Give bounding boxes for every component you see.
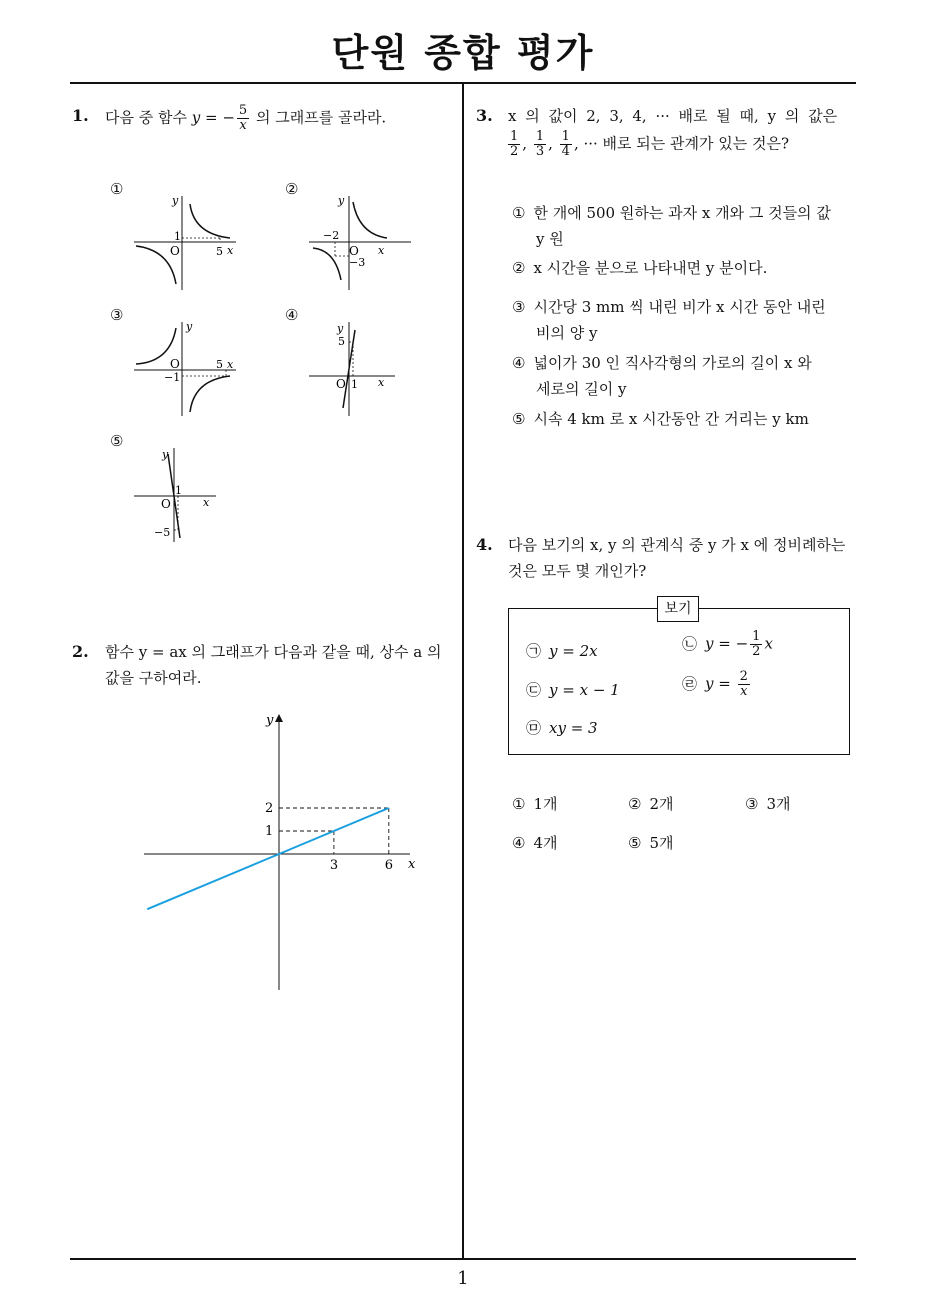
q1-frac-num: 5 xyxy=(238,103,248,118)
q3-option-4-line2: 세로의 길이 y xyxy=(536,380,627,398)
graph2-tick-m3: −3 xyxy=(349,256,366,269)
q2-line-1: 함수 y = ax 의 그래프가 다음과 같을 때, 상수 a 의 xyxy=(105,643,442,661)
column-divider xyxy=(462,84,464,1258)
q3-option-1-line1: 한 개에 500 원하는 과자 x 개와 그 것들의 값 xyxy=(533,204,831,222)
q4-item-b-frac xyxy=(750,630,762,659)
q1-option-4-mark[interactable]: ④ xyxy=(285,306,299,324)
q2-y-label: y xyxy=(266,713,274,728)
graph4-tick-5: 5 xyxy=(338,335,345,348)
q4-option-5-label: 5개 xyxy=(649,834,674,852)
q1-graph-4[interactable] xyxy=(305,318,415,418)
q4-item-e xyxy=(526,715,598,741)
q2-line-2: 값을 구하여라. xyxy=(105,669,202,687)
q3-frac1-den: 2 xyxy=(510,144,519,159)
q3-frac3-num: 1 xyxy=(561,129,570,144)
q4-option-3[interactable] xyxy=(745,791,791,817)
q3-frac1-num: 1 xyxy=(510,129,519,144)
q1-text xyxy=(105,104,386,133)
graph4-tick-1: 1 xyxy=(351,378,358,391)
q4-number: 4. xyxy=(476,535,493,554)
q4-line-1: 다음 보기의 x, y 의 관계식 중 y 가 x 에 정비례하는 xyxy=(508,536,846,554)
q1-number: 1. xyxy=(72,106,89,125)
q3-option-4[interactable] xyxy=(512,350,812,402)
q2-x-tick-6: 6 xyxy=(384,858,394,873)
q1-graph-1[interactable] xyxy=(130,192,240,292)
q3-option-1-line2: y 원 xyxy=(536,230,564,248)
q4-item-a-expr: y = 2x xyxy=(549,642,598,660)
q1-option-1-mark[interactable]: ① xyxy=(110,180,124,198)
q3-option-4-mark: ④ xyxy=(512,354,526,372)
q3-line-2-text: ··· 배로 되는 관계가 있는 것은? xyxy=(583,134,790,153)
q4-option-2[interactable] xyxy=(628,791,674,817)
q4-item-d xyxy=(682,670,752,699)
q2-chart xyxy=(140,710,430,995)
q4-item-b-rhs: x xyxy=(764,634,773,653)
q4-item-b-num: 1 xyxy=(752,629,761,644)
graph4-x-label: x xyxy=(378,376,385,389)
page-title: 단원 종합 평가 xyxy=(331,31,595,75)
q1-option-3-mark[interactable]: ③ xyxy=(110,306,124,324)
q3-option-2-line1: x 시간을 분으로 나타내면 y 분이다. xyxy=(533,259,768,277)
q4-option-2-label: 2개 xyxy=(649,795,674,813)
q3-option-3-mark: ③ xyxy=(512,298,526,316)
q1-option-2-mark[interactable]: ② xyxy=(285,180,299,198)
q4-option-5-mark: ⑤ xyxy=(628,834,642,852)
q3-option-3[interactable] xyxy=(512,294,826,346)
q2-y-tick-1: 1 xyxy=(265,824,274,839)
q3-option-1-mark: ① xyxy=(512,204,526,222)
q4-item-d-frac xyxy=(738,670,750,699)
graph5-tick-1: 1 xyxy=(175,484,182,497)
q4-option-5[interactable] xyxy=(628,830,674,856)
graph1-origin: O xyxy=(170,244,180,258)
q3-option-1[interactable] xyxy=(512,200,831,252)
q4-item-b-den: 2 xyxy=(752,644,761,659)
q4-item-b-mark: ㉡ xyxy=(682,634,698,653)
graph2-tick-m2: −2 xyxy=(323,229,340,242)
q2-x-tick-3: 3 xyxy=(329,858,339,873)
q3-option-5[interactable] xyxy=(512,406,809,432)
graph3-x-label: x xyxy=(227,358,234,371)
q3-option-2-mark: ② xyxy=(512,259,526,277)
q3-option-2[interactable] xyxy=(512,255,767,281)
q2-x-label: x xyxy=(408,857,416,872)
q4-item-d-lhs: y = xyxy=(705,674,736,693)
q2-y-tick-2: 2 xyxy=(265,801,274,816)
q3-frac-quarter xyxy=(560,130,572,159)
q4-item-a-mark: ㉠ xyxy=(526,642,542,660)
q4-item-d-mark: ㉣ xyxy=(682,674,698,693)
q1-frac-den: x xyxy=(239,118,247,133)
q4-item-d-den: x xyxy=(740,684,748,699)
q3-frac2-den: 3 xyxy=(535,144,545,159)
q4-option-2-mark: ② xyxy=(628,795,642,813)
q4-option-1[interactable] xyxy=(512,791,558,817)
q1-graph-3[interactable] xyxy=(130,318,240,418)
q4-item-a xyxy=(526,638,598,664)
q4-box-label: 보기 xyxy=(657,596,699,622)
q3-option-3-line2: 비의 양 y xyxy=(536,324,598,342)
q4-option-3-label: 3개 xyxy=(766,795,791,813)
q4-item-d-num: 2 xyxy=(739,669,748,684)
graph2-origin: O xyxy=(349,244,359,258)
q1-formula: y = − xyxy=(191,108,235,127)
q4-option-1-label: 1개 xyxy=(533,795,558,813)
q3-frac3-den: 4 xyxy=(561,144,570,159)
graph4-y-label: y xyxy=(337,322,344,335)
graph3-origin: O xyxy=(170,357,180,371)
q2-number: 2. xyxy=(72,642,89,661)
q4-item-e-expr: xy = 3 xyxy=(549,719,598,737)
q4-item-c-expr: y = x − 1 xyxy=(549,681,620,699)
graph1-y-label: y xyxy=(172,194,179,207)
q3-line-1: x 의 값이 2, 3, 4, ··· 배로 될 때, y 의 값은 xyxy=(508,107,838,125)
q4-item-e-mark: ㉤ xyxy=(526,719,542,737)
q4-item-c xyxy=(526,677,620,703)
bottom-divider xyxy=(70,1258,856,1260)
q1-text-before: 다음 중 함수 xyxy=(105,108,192,127)
q3-option-5-mark: ⑤ xyxy=(512,410,526,428)
q4-item-b xyxy=(682,630,773,659)
q1-fraction xyxy=(237,104,249,133)
graph2-x-label: x xyxy=(378,244,385,257)
graph5-origin: O xyxy=(161,497,171,511)
q4-option-4[interactable] xyxy=(512,830,558,856)
graph3-y-label: y xyxy=(186,320,193,333)
q3-option-5-line1: 시속 4 km 로 x 시간동안 간 거리는 y km xyxy=(533,410,809,428)
q1-graph-2[interactable] xyxy=(305,192,415,292)
graph1-tick-1: 1 xyxy=(174,230,181,243)
q3-number: 3. xyxy=(476,106,493,125)
q1-option-5-mark[interactable]: ⑤ xyxy=(110,432,124,450)
graph3-tick-m1: −1 xyxy=(164,371,181,384)
q3-frac2-num: 1 xyxy=(535,129,545,144)
page-number: 1 xyxy=(457,1268,469,1289)
graph5-y-label: y xyxy=(162,448,169,461)
q4-option-1-mark: ① xyxy=(512,795,526,813)
q1-text-after: 의 그래프를 골라라. xyxy=(251,108,387,127)
graph1-tick-5: 5 xyxy=(216,245,223,258)
graph3-tick-5: 5 xyxy=(216,358,223,371)
q3-line-2: $\frac{1}{2}$ , $\frac{1}{3}$ , $\frac{1}{4}$ , ··· 배로 되는 관계가 있는 것은? xyxy=(510,129,790,159)
graph1-x-label: x xyxy=(227,244,234,257)
q4-option-3-mark: ③ xyxy=(745,795,759,813)
q3-option-4-line1: 넓이가 30 인 직사각형의 가로의 길이 x 와 xyxy=(533,354,812,372)
q4-item-c-mark: ㉢ xyxy=(526,681,542,699)
q4-line-2: 것은 모두 몇 개인가? xyxy=(508,562,647,580)
q3-option-3-line1: 시간당 3 mm 씩 내린 비가 x 시간 동안 내린 xyxy=(533,298,826,316)
q4-option-4-mark: ④ xyxy=(512,834,526,852)
graph4-origin: O xyxy=(336,377,346,391)
q3-frac-half xyxy=(508,130,520,159)
graph2-y-label: y xyxy=(338,194,345,207)
q4-item-b-lhs: y = − xyxy=(705,634,749,653)
q1-graph-5[interactable] xyxy=(130,444,240,544)
graph5-x-label: x xyxy=(203,496,210,509)
q3-frac-third xyxy=(534,130,546,159)
q4-option-4-label: 4개 xyxy=(533,834,558,852)
graph5-tick-m5: −5 xyxy=(154,526,171,539)
